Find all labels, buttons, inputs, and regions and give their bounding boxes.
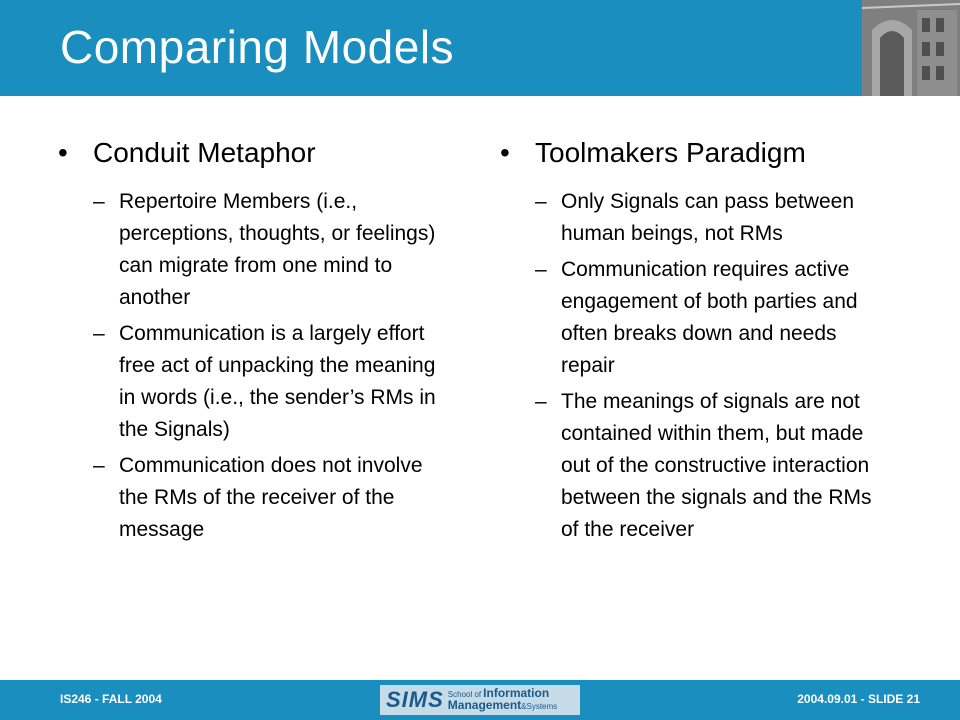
dash-icon: –	[535, 258, 547, 281]
logo-school-of: School of	[447, 690, 482, 699]
left-heading: Conduit Metaphor	[93, 137, 316, 168]
left-sub-list	[93, 186, 468, 546]
right-heading-row	[500, 136, 900, 170]
list-item	[535, 186, 900, 250]
list-item-text: Repertoire Members (i.e., perceptions, thoughts, or feelings) can migrate from one mind to another	[119, 190, 436, 309]
logo-information: Information	[483, 686, 550, 700]
right-column	[500, 136, 900, 550]
dash-icon: –	[93, 190, 105, 213]
right-heading: Toolmakers Paradigm	[535, 137, 806, 168]
list-item-text: Only Signals can pass between human beings, not RMs	[561, 190, 855, 245]
left-heading-row	[58, 136, 468, 170]
logo-and-systems: &Systems	[521, 702, 558, 711]
logo-management: Management	[447, 698, 522, 712]
list-item	[535, 254, 900, 382]
logo-stack	[448, 688, 559, 712]
bullet-icon: •	[58, 137, 68, 168]
title-bar	[0, 0, 960, 96]
dash-icon: –	[535, 190, 547, 213]
course-label: IS246 - FALL 2004	[60, 692, 162, 706]
bullet-icon: •	[500, 137, 510, 168]
list-item-text: Communication does not involve the RMs of the receiver of the message	[119, 454, 423, 541]
list-item-text: Communication is a largely effort free act of unpacking the meaning in words (i.e., the sender’s RMs in the Signals)	[119, 322, 436, 441]
list-item	[93, 318, 468, 446]
logo-line-2	[448, 700, 559, 712]
slide-title: Comparing Models	[60, 21, 455, 73]
list-item	[93, 450, 468, 546]
right-sub-list	[535, 186, 900, 546]
dash-icon: –	[93, 322, 105, 345]
sims-logo	[380, 685, 580, 715]
list-item-text: Communication requires active engagement of both parties and often breaks down and needs repair	[561, 258, 858, 377]
logo-sims-text: SIMS	[386, 687, 444, 712]
slide-number-label: 2004.09.01 - SLIDE 21	[797, 692, 920, 706]
list-item	[93, 186, 468, 314]
footer-bar	[0, 680, 960, 720]
left-column	[58, 136, 468, 550]
dash-icon: –	[535, 390, 547, 413]
building-photo-icon	[862, 0, 960, 96]
list-item-text: The meanings of signals are not contained within them, but made out of the constructive interaction between the signals and the RMs of the receiver	[561, 390, 872, 541]
dash-icon: –	[93, 454, 105, 477]
list-item	[535, 386, 900, 546]
